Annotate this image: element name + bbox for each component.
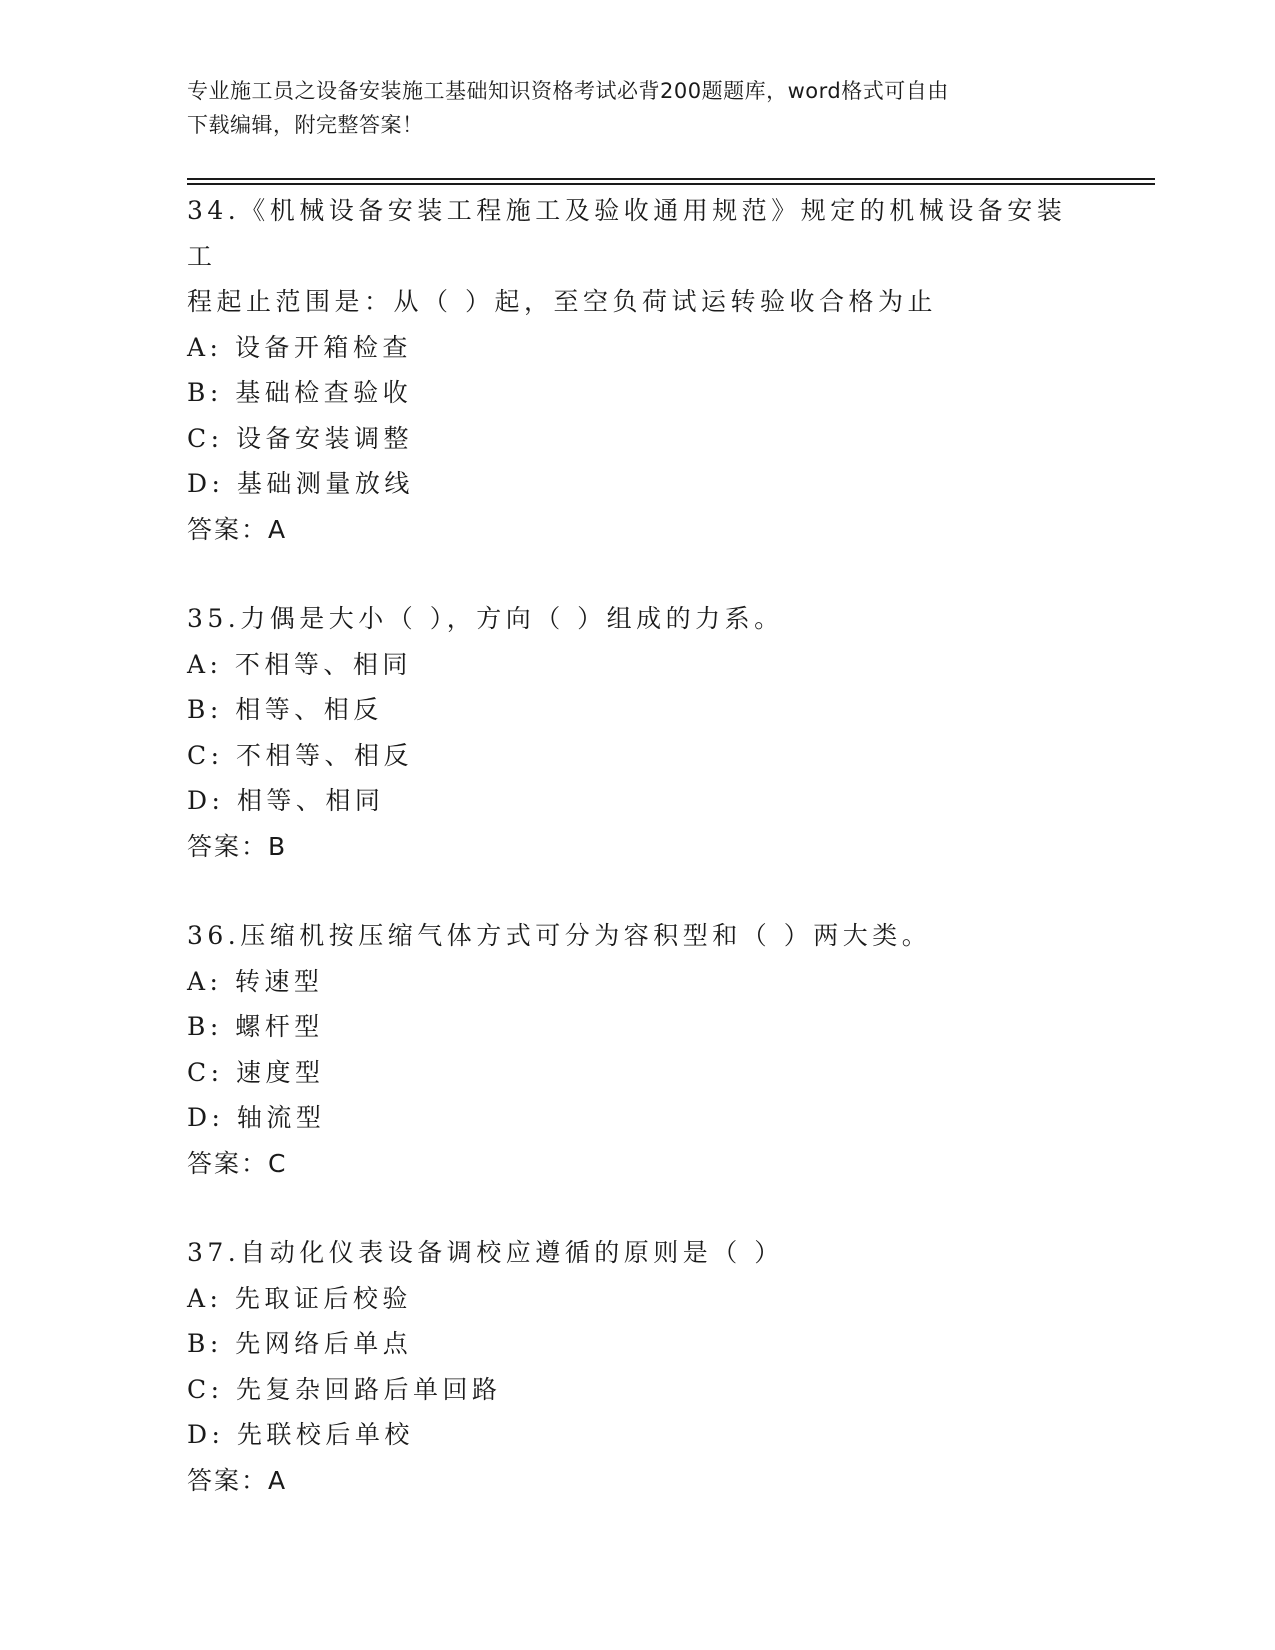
- option-c: C: 速度型: [187, 1057, 325, 1087]
- option-b: B: 螺杆型: [187, 1012, 324, 1041]
- option-a: A: 设备开箱检查: [187, 332, 412, 362]
- option-d: D: 轴流型: [187, 1103, 326, 1132]
- question-text-line: 35.力偶是大小（ ），方向（ ）组成的力系。: [187, 604, 784, 633]
- question-35: [187, 596, 1087, 869]
- header-line-1: 专业施工员之设备安装施工基础知识资格考试必背200题题库，word格式可自由: [187, 79, 949, 103]
- answer: 答案：A: [187, 1465, 288, 1495]
- option-c: C: 设备安装调整: [187, 423, 413, 453]
- option-d: D: 基础测量放线: [187, 469, 414, 498]
- document-header: [187, 74, 1087, 142]
- answer: 答案：C: [187, 1148, 288, 1178]
- option-b: B: 相等、相反: [187, 695, 383, 724]
- answer: 答案：A: [187, 514, 288, 544]
- option-a: A: 不相等、相同: [187, 649, 412, 679]
- option-a: A: 转速型: [187, 966, 324, 996]
- option-c: C: 先复杂回路后单回路: [187, 1374, 502, 1404]
- question-37: [187, 1230, 1087, 1503]
- answer: 答案：B: [187, 831, 288, 861]
- question-list: [187, 188, 1087, 1547]
- option-d: D: 先联校后单校: [187, 1420, 414, 1449]
- header-divider-bottom: [187, 183, 1155, 185]
- option-b: B: 先网络后单点: [187, 1329, 413, 1358]
- question-36: [187, 913, 1087, 1186]
- question-text-line: 程起止范围是：从（ ）起，至空负荷试运转验收合格为止: [187, 287, 937, 316]
- option-a: A: 先取证后校验: [187, 1283, 412, 1313]
- option-d: D: 相等、相同: [187, 786, 385, 815]
- question-text-line: 36.压缩机按压缩气体方式可分为容积型和（ ）两大类。: [187, 921, 932, 950]
- option-c: C: 不相等、相反: [187, 740, 413, 770]
- question-text-line: 37.自动化仪表设备调校应遵循的原则是（ ）: [187, 1238, 784, 1267]
- question-text-line: 34.《机械设备安装工程施工及验收通用规范》规定的机械设备安装工: [187, 196, 1067, 271]
- header-divider-top: [187, 178, 1155, 180]
- question-34: [187, 188, 1087, 552]
- option-b: B: 基础检查验收: [187, 378, 413, 407]
- header-line-2: 下载编辑，附完整答案！: [187, 113, 424, 137]
